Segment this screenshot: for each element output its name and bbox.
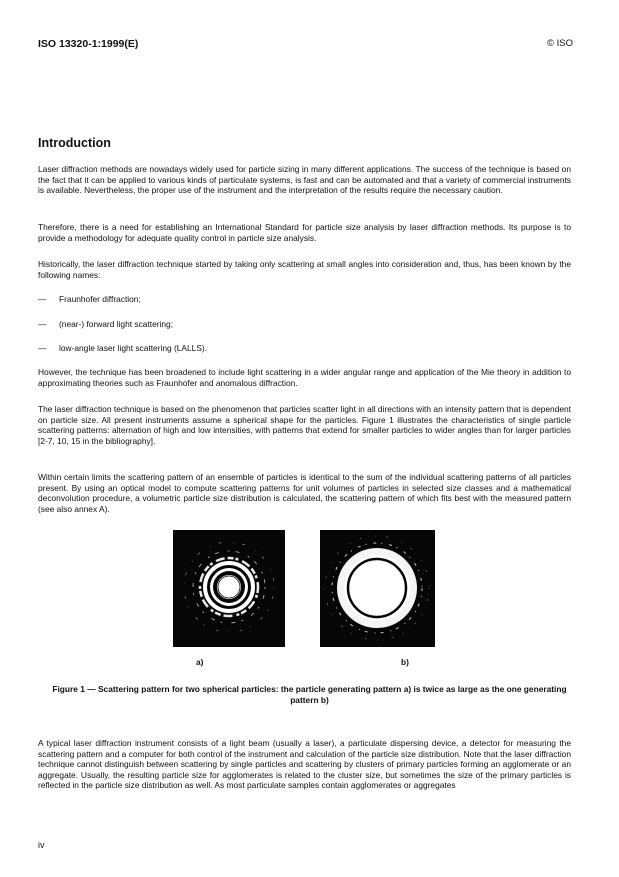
paragraph-5: The laser diffraction technique is based on the phenomenon that particles scatter light in all directions with an intensity pattern that is dependent on particle size. All present instruments assume a spherical shape for the particles. Figure 1 illustrates the characteristics of single particle scattering patterns: alternation of high and low intensities, with patterns that extend for smaller particles to wider angles than for larger particles [2-7, 10, 15 in the bibliography]. — [38, 404, 571, 446]
scattering-pattern-a — [173, 530, 285, 647]
list-item — [38, 294, 141, 305]
paragraph-3: Historically, the laser diffraction technique started by taking only scattering at small angles into consideration and, thus, has been known by the following names: — [38, 259, 571, 280]
list-dash: — — [38, 294, 47, 304]
section-title: Introduction — [38, 136, 111, 150]
figure-label-b: b) — [401, 657, 409, 667]
scattering-pattern-b — [320, 530, 435, 647]
list-dash: — — [38, 319, 47, 329]
page-number: iv — [38, 840, 45, 850]
list-item-text: Fraunhofer diffraction; — [59, 294, 141, 304]
paragraph-7: A typical laser diffraction instrument consists of a light beam (usually a laser), a particulate dispersing device, a detector for measuring the scattering pattern and a computer for both control of the instrument and calculation of the particle size distribution. Note that the laser diffraction technique cannot distinguish between scattering by single particles and scattering by clusters of primary particles forming an agglomerate or an aggregate. Usually, the resulting particle size for agglomerates is related to the cluster size, but sometimes the size of the primary particles is reflected in the particle size distribution as well. As most particulate samples contain agglomerates or aggregates — [38, 738, 571, 791]
document-id: ISO 13320-1:1999(E) — [38, 38, 139, 50]
paragraph-4: However, the technique has been broadened to include light scattering in a wider angular range and application of the Mie theory in addition to approximating theories such as Fraunhofer and anomalous diffraction. — [38, 367, 571, 388]
list-item — [38, 319, 173, 330]
list-item — [38, 343, 207, 354]
paragraph-6: Within certain limits the scattering pattern of an ensemble of particles is identical to the sum of the individual scattering patterns of all particles present. By using an optical model to compute scattering patterns for unit volumes of particles in selected size classes and a mathematical deconvolution procedure, a volumetric particle size distribution is calculated, the scattering pattern of which fits best with the measured pattern (see also annex A). — [38, 472, 571, 514]
scattering-pattern-b-graphic — [320, 530, 435, 647]
copyright-notice: © ISO — [546, 38, 573, 49]
list-item-text: low-angle laser light scattering (LALLS). — [59, 343, 208, 353]
paragraph-1: Laser diffraction methods are nowadays widely used for particle sizing in many different applications. The success of the technique is based on the fact that it can be applied to various kinds of particulate systems, is fast and can be automated and that a variety of commercial instruments is available. Nevertheless, the proper use of the instrument and the interpretation of the results require the necessary caution. — [38, 164, 571, 196]
figure-caption: Figure 1 — Scattering pattern for two spherical particles: the particle generating pattern a) is twice as large as the one generating pattern b) — [52, 684, 567, 705]
list-item-text: (near-) forward light scattering; — [59, 319, 174, 329]
scattering-pattern-a-graphic — [173, 530, 285, 647]
list-dash: — — [38, 343, 47, 353]
paragraph-2: Therefore, there is a need for establishing an International Standard for particle size analysis by laser diffraction methods. Its purpose is to provide a methodology for adequate quality control in particle size analysis. — [38, 222, 571, 243]
figure-label-a: a) — [196, 657, 204, 667]
